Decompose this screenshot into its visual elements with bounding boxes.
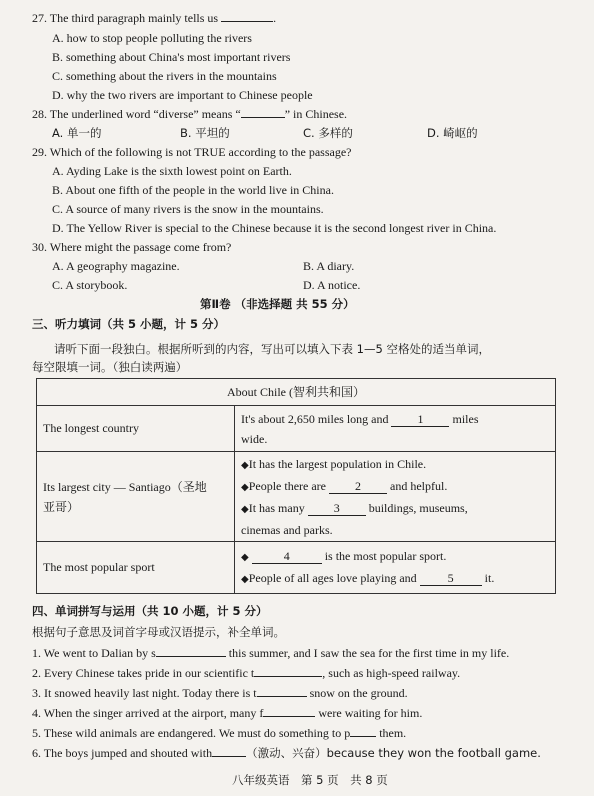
- listening-table: [36, 378, 556, 594]
- question-30-stem: 30. Where might the passage come from?: [32, 240, 232, 254]
- question-27-option-c: C. something about the rivers in the mountains: [52, 69, 277, 83]
- question-27-option-a: A. how to stop people polluting the rivers: [52, 31, 252, 45]
- spelling-item-5: 5. These wild animals are endangered. We must do something to p them.: [32, 726, 407, 740]
- question-29-option-d: D. The Yellow River is special to the Chinese because it is the second longest river in China.: [52, 221, 497, 235]
- blank-3: 3: [308, 502, 366, 516]
- spelling-item-3: 3. It snowed heavily last night. Today there is t snow on the ground.: [32, 686, 408, 700]
- question-28-option-b: B. 平坦的: [180, 126, 230, 140]
- table-row-label: Its largest city — Santiago（圣地 亚哥）: [37, 452, 235, 542]
- question-30-option-a: A. A geography magazine.: [52, 259, 180, 273]
- question-28-option-a: A. 单一的: [52, 126, 102, 140]
- answer-blank: [254, 676, 322, 677]
- question-27-stem: 27. The third paragraph mainly tells us .: [32, 11, 277, 25]
- answer-blank: [212, 756, 246, 757]
- blank-5: 5: [420, 572, 482, 586]
- page-footer: 八年级英语 第 5 页 共 8 页: [232, 773, 388, 787]
- blank-2: 2: [329, 480, 387, 494]
- diamond-bullet-icon: ◆: [241, 459, 249, 471]
- diamond-bullet-icon: ◆: [241, 551, 249, 563]
- section-four-title: 四、单词拼写与运用（共 10 小题，计 5 分）: [32, 604, 268, 618]
- answer-blank: [350, 736, 376, 737]
- answer-blank: [257, 696, 307, 697]
- spelling-item-6: 6. The boys jumped and shouted with （激动、兴奋）because they won the football game.: [32, 746, 541, 760]
- question-27-option-b: B. something about China's most important rivers: [52, 50, 291, 64]
- question-29-stem: 29. Which of the following is not TRUE according to the passage?: [32, 145, 352, 159]
- question-29-option-c: C. A source of many rivers is the snow in the mountains.: [52, 202, 324, 216]
- question-29-option-b: B. About one fifth of the people in the world live in China.: [52, 183, 334, 197]
- blank-1: 1: [391, 413, 449, 427]
- table-row-content: ◆ 4 is the most popular sport. ◆People of all ages love playing and 5 it.: [235, 542, 556, 594]
- section-three-instruction-line-2: 每空限填一词。（独白读两遍）: [32, 360, 188, 374]
- table-row-label: The most popular sport: [37, 542, 235, 594]
- question-28-stem: 28. The underlined word “diverse” means “ ” in Chinese.: [32, 107, 348, 121]
- spelling-item-4: 4. When the singer arrived at the airport, many f were waiting for him.: [32, 706, 423, 720]
- table-header: About Chile (智利共和国）: [37, 379, 556, 406]
- answer-blank: [241, 117, 285, 118]
- answer-blank: [156, 656, 226, 657]
- question-28-option-d: D. 崎岖的: [427, 126, 478, 140]
- diamond-bullet-icon: ◆: [241, 481, 249, 493]
- diamond-bullet-icon: ◆: [241, 573, 249, 585]
- question-30-option-d: D. A notice.: [303, 278, 361, 292]
- table-row-content: It's about 2,650 miles long and 1 miles wide.: [235, 406, 556, 452]
- spelling-item-2: 2. Every Chinese takes pride in our scientific t , such as high-speed railway.: [32, 666, 461, 680]
- question-30-option-b: B. A diary.: [303, 259, 355, 273]
- question-30-option-c: C. A storybook.: [52, 278, 128, 292]
- answer-blank: [263, 716, 315, 717]
- table-row-label: The longest country: [37, 406, 235, 452]
- question-27-option-d: D. why the two rivers are important to Chinese people: [52, 88, 313, 102]
- answer-blank: [221, 21, 273, 22]
- spelling-item-1: 1. We went to Dalian by s this summer, and I saw the sea for the first time in my life.: [32, 646, 510, 660]
- question-29-option-a: A. Ayding Lake is the sixth lowest point on Earth.: [52, 164, 292, 178]
- blank-4: 4: [252, 550, 322, 564]
- diamond-bullet-icon: ◆: [241, 503, 249, 515]
- section-three-title: 三、听力填词（共 5 小题，计 5 分）: [32, 317, 226, 331]
- part-two-title: 第Ⅱ卷 （非选择题 共 55 分）: [200, 297, 355, 311]
- section-four-instruction: 根据句子意思及词首字母或汉语提示，补全单词。: [32, 625, 285, 639]
- section-three-instruction-line-1: 请听下面一段独白。根据所听到的内容，写出可以填入下表 1—5 空格处的适当单词，: [54, 342, 490, 356]
- table-row-content: ◆It has the largest population in Chile. ◆People there are 2 and helpful. ◆It has many 3 buildings, museums, cinemas and parks.: [235, 452, 556, 542]
- question-28-option-c: C. 多样的: [303, 126, 353, 140]
